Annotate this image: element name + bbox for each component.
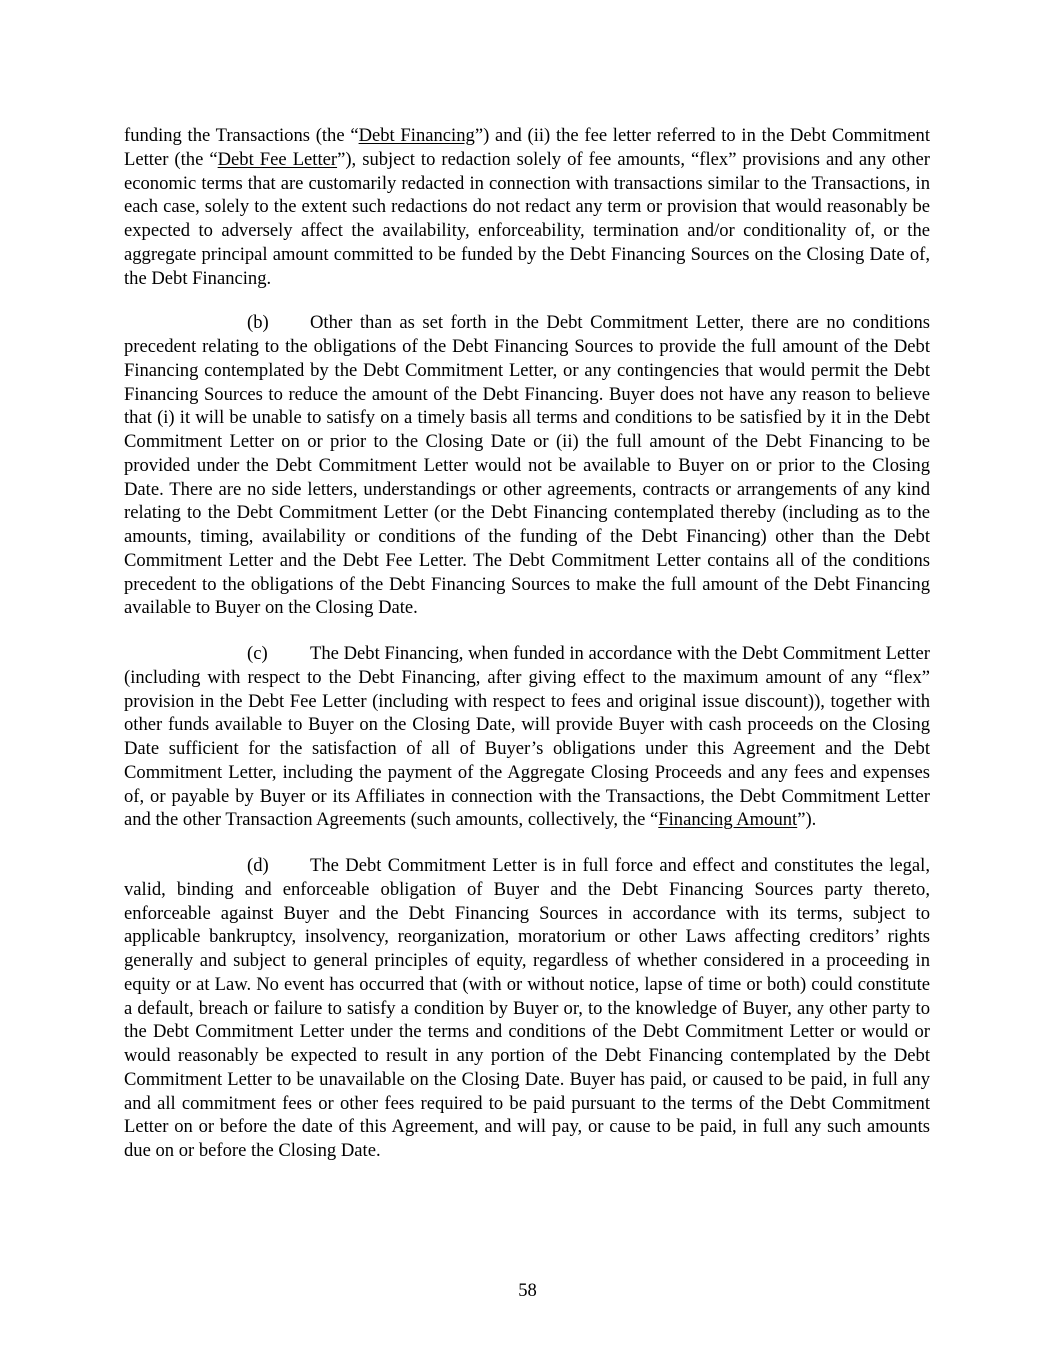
paragraph-c-label: (c) bbox=[247, 643, 268, 664]
paragraph-a-continuation bbox=[124, 124, 930, 290]
paragraph-b-text: Other than as set forth in the Debt Commitment Letter, there are no conditions precedent relating to the obligations of the Debt Financing Sources to provide the full amount of the Debt Financing contemplated by the Debt Commitment Letter, or any contingencies that would permit the Debt Financing Sources to reduce the amount of the Debt Financing. Buyer does not have any reason to believe that (i) it will be unable to satisfy on a timely basis all terms and conditions to be satisfied by it in the Debt Commitment Letter on or prior to the Closing Date or (ii) the full amount of the Debt Financing to be provided under the Debt Commitment Letter would not be available to Buyer on or prior to the Closing Date. There are no side letters, understandings or other agreements, contracts or arrangements of any kind relating to the Debt Commitment Letter (or the Debt Financing contemplated thereby (including as to the amounts, timing, availability or conditions of the funding of the Debt Financing) other than the Debt Commitment Letter and the Debt Fee Letter. The Debt Commitment Letter contains all of the conditions precedent to the obligations of the Debt Financing Sources to make the full amount of the Debt Financing available to Buyer on the Closing Date. bbox=[124, 312, 930, 619]
defined-term-financing-amount: Financing Amount bbox=[658, 809, 798, 831]
paragraph-d-text: The Debt Commitment Letter is in full force and effect and constitutes the legal, valid, binding and enforceable obligation of Buyer and the Debt Financing Sources party thereto, enforceable against Buyer and the Debt Financing Sources in accordance with its terms, subject to applicable bankruptcy, insolvency, reorganization, moratorium or other Laws affecting creditors’ rights generally and subject to general principles of equity, regardless of whether considered in a proceeding in equity or at Law. No event has occurred that (with or without notice, lapse of time or both) could constitute a default, breach or failure to satisfy a condition by Buyer or, to the knowledge of Buyer, any other party to the Debt Commitment Letter under the terms and conditions of the Debt Commitment Letter or would or would reasonably be expected to result in any portion of the Debt Financing contemplated by the Debt Commitment Letter to be unavailable on the Closing Date. Buyer has paid, or caused to be paid, in full any and all commitment fees or other fees required to be paid pursuant to the terms of the Debt Commitment Letter on or before the date of this Agreement, and will pay, or cause to be paid, in full any such amounts due on or before the Closing Date. bbox=[124, 855, 930, 1161]
paragraph-a-text-3: ”), subject to redaction solely of fee amounts, “flex” provisions and any other economic terms that are customarily redacted in connection with transactions similar to the Transactions, in each case, solely to the extent such redactions do not redact any term or provision that would reasonably be expected to adversely affect the availability, enforceability, termination and/or conditionality of, or the aggregate principal amount committed to be funded by the Debt Financing Sources on the Closing Date of, the Debt Financing. bbox=[124, 148, 930, 289]
paragraph-a-text-2: ”) and (ii) the fee letter referred to in the Debt Commitment Letter (the “ bbox=[124, 125, 930, 170]
document-page bbox=[124, 124, 930, 1185]
page-number: 58 bbox=[518, 1280, 537, 1301]
paragraph-d-label: (d) bbox=[247, 855, 269, 876]
defined-term-debt-financing: Debt Financing bbox=[358, 125, 475, 146]
paragraph-b-label: (b) bbox=[247, 312, 269, 334]
paragraph-d bbox=[124, 854, 930, 1163]
paragraph-b bbox=[124, 311, 930, 620]
paragraph-a-text-1: funding the Transactions (the “ bbox=[124, 125, 359, 146]
paragraph-c-text-2: ”). bbox=[797, 809, 817, 831]
defined-term-debt-fee-letter: Debt Fee Letter bbox=[217, 148, 338, 170]
paragraph-c bbox=[124, 642, 930, 832]
paragraph-c-text-1: The Debt Financing, when funded in accordance with the Debt Commitment Letter (including with respect to the Debt Financing, after giving effect to the maximum amount of any “flex” provision in the Debt Fee Letter (including with respect to fees and original issue discount)), together with other funds available to Buyer on the Closing Date, will provide Buyer with cash proceeds on the Closing Date sufficient for the satisfaction of all of Buyer’s obligations under this Agreement and the Debt Commitment Letter, including the payment of the Aggregate Closing Proceeds and any fees and expenses of, or payable by Buyer or its Affiliates in connection with the Transactions, the Debt Commitment Letter and the other Transaction Agreements (such amounts, collectively, the “ bbox=[124, 643, 930, 831]
